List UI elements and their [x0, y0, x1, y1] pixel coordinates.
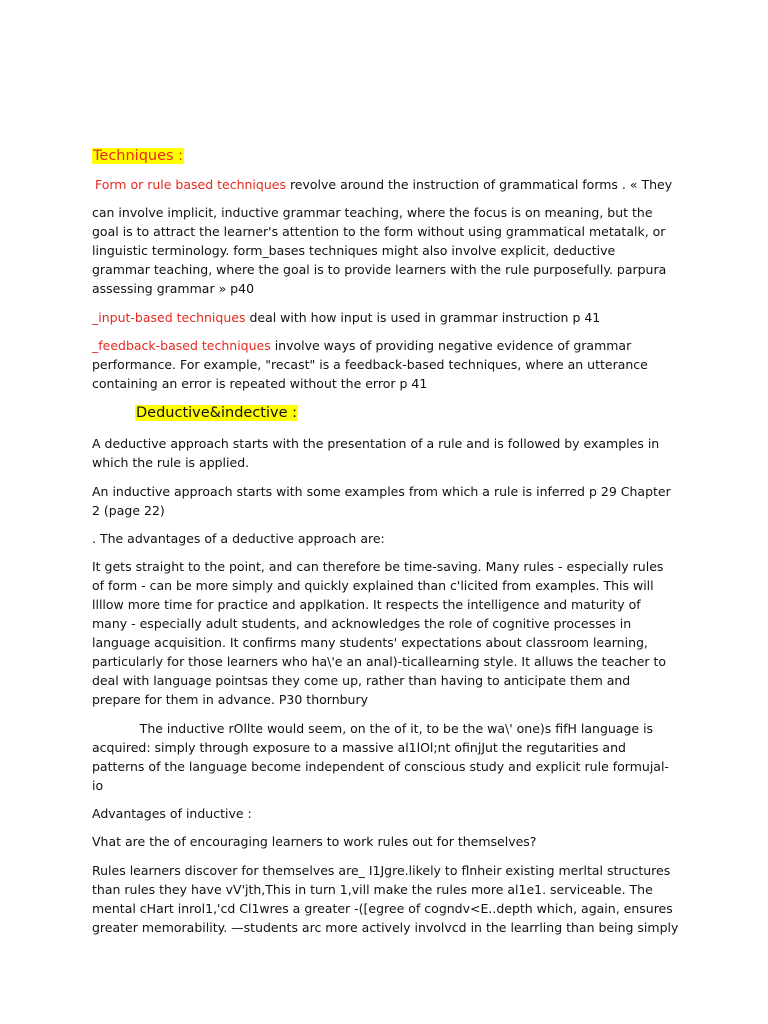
text-line: An inductive approach starts with some examples from which a rule is inferred p 29 Chapter — [92, 484, 671, 499]
text-line: Rules learners discover for themselves are_ I1Jgre.likely to flnheir existing merltal structures — [92, 863, 671, 878]
text-line: grammar teaching, where the goal is to provide learners with the rule purposefully. parpura — [92, 262, 667, 277]
advantages-inductive-title: Advantages of inductive : — [92, 806, 252, 821]
text-line: performance. For example, "recast" is a feedback-based techniques, where an utterance — [92, 357, 648, 372]
question-line: Vhat are the of encouraging learners to work rules out for themselves? — [92, 834, 537, 849]
text-line: llllow more time for practice and applkation. It respects the intelligence and maturity of — [92, 597, 641, 612]
text-line: language acquisition. It confirms many students' expectations about classroom learning, — [92, 635, 648, 650]
text-line: of form - can be more simply and quickly explained than c'licited from examples. This will — [92, 578, 654, 593]
text-line: many - especially adult students, and acknowledges the role of cognitive processes in — [92, 616, 632, 631]
text-line: mental cHart inrol1,'cd Cl1wres a greater -([egree of cogndv<E..depth which, again, ensures — [92, 901, 673, 916]
text-line: prepare for them in advance. P30 thornbury — [92, 692, 369, 707]
para-input-based: _input-based techniques deal with how input is used in grammar instruction p 41 — [92, 310, 601, 325]
text-line: which the rule is applied. — [92, 455, 250, 470]
text-line: It gets straight to the point, and can therefore be time-saving. Many rules - especially rules — [92, 559, 664, 574]
text-line: containing an error is repeated without the error p 41 — [92, 376, 428, 391]
text-line: acquired: simply through exposure to a massive al1lOl;nt ofinjJut the regutarities and — [92, 740, 626, 755]
text-line: io — [92, 778, 104, 793]
text-line: A deductive approach starts with the presentation of a rule and is followed by examples in — [92, 436, 660, 451]
text-line: goal is to attract the learner's attention to the form without using grammatical metatalk, or — [92, 224, 666, 239]
text-line: than rules they have vV'jth,This in turn 1,vill make the rules more al1e1. serviceable. The — [92, 882, 653, 897]
heading-deductive-inductive: Deductive&indective : — [136, 405, 298, 421]
advantages-deductive-title: . The advantages of a deductive approach are: — [92, 531, 385, 546]
text-line: particularly for those learners who ha\'e an anal)-ticallearning style. It alluws the teacher to — [92, 654, 667, 669]
para-form-rule-based: Form or rule based techniques revolve around the instruction of grammatical forms . « They — [95, 177, 673, 192]
text-line: 2 (page 22) — [92, 503, 165, 518]
para-feedback-based: _feedback-based techniques involve ways of providing negative evidence of grammar — [92, 338, 632, 353]
text-line: linguistic terminology. form_bases techniques might also involve explicit, deductive — [92, 243, 616, 258]
text-line: can involve implicit, inductive grammar teaching, where the focus is on meaning, but the — [92, 205, 653, 220]
text-line: greater memorability. —students arc more actively involvcd in the learrling than being simply — [92, 920, 679, 935]
text-line: deal with language pointsas they come up, rather than having to anticipate them and — [92, 673, 631, 688]
text-line: assessing grammar » p40 — [92, 281, 255, 296]
text-line: The inductive rOllte would seem, on the of it, to be the wa\' one)s fifH language is — [92, 721, 654, 736]
heading-techniques: Techniques : — [93, 148, 184, 164]
text-line: patterns of the language become independent of conscious study and explicit rule formujal- — [92, 759, 669, 774]
